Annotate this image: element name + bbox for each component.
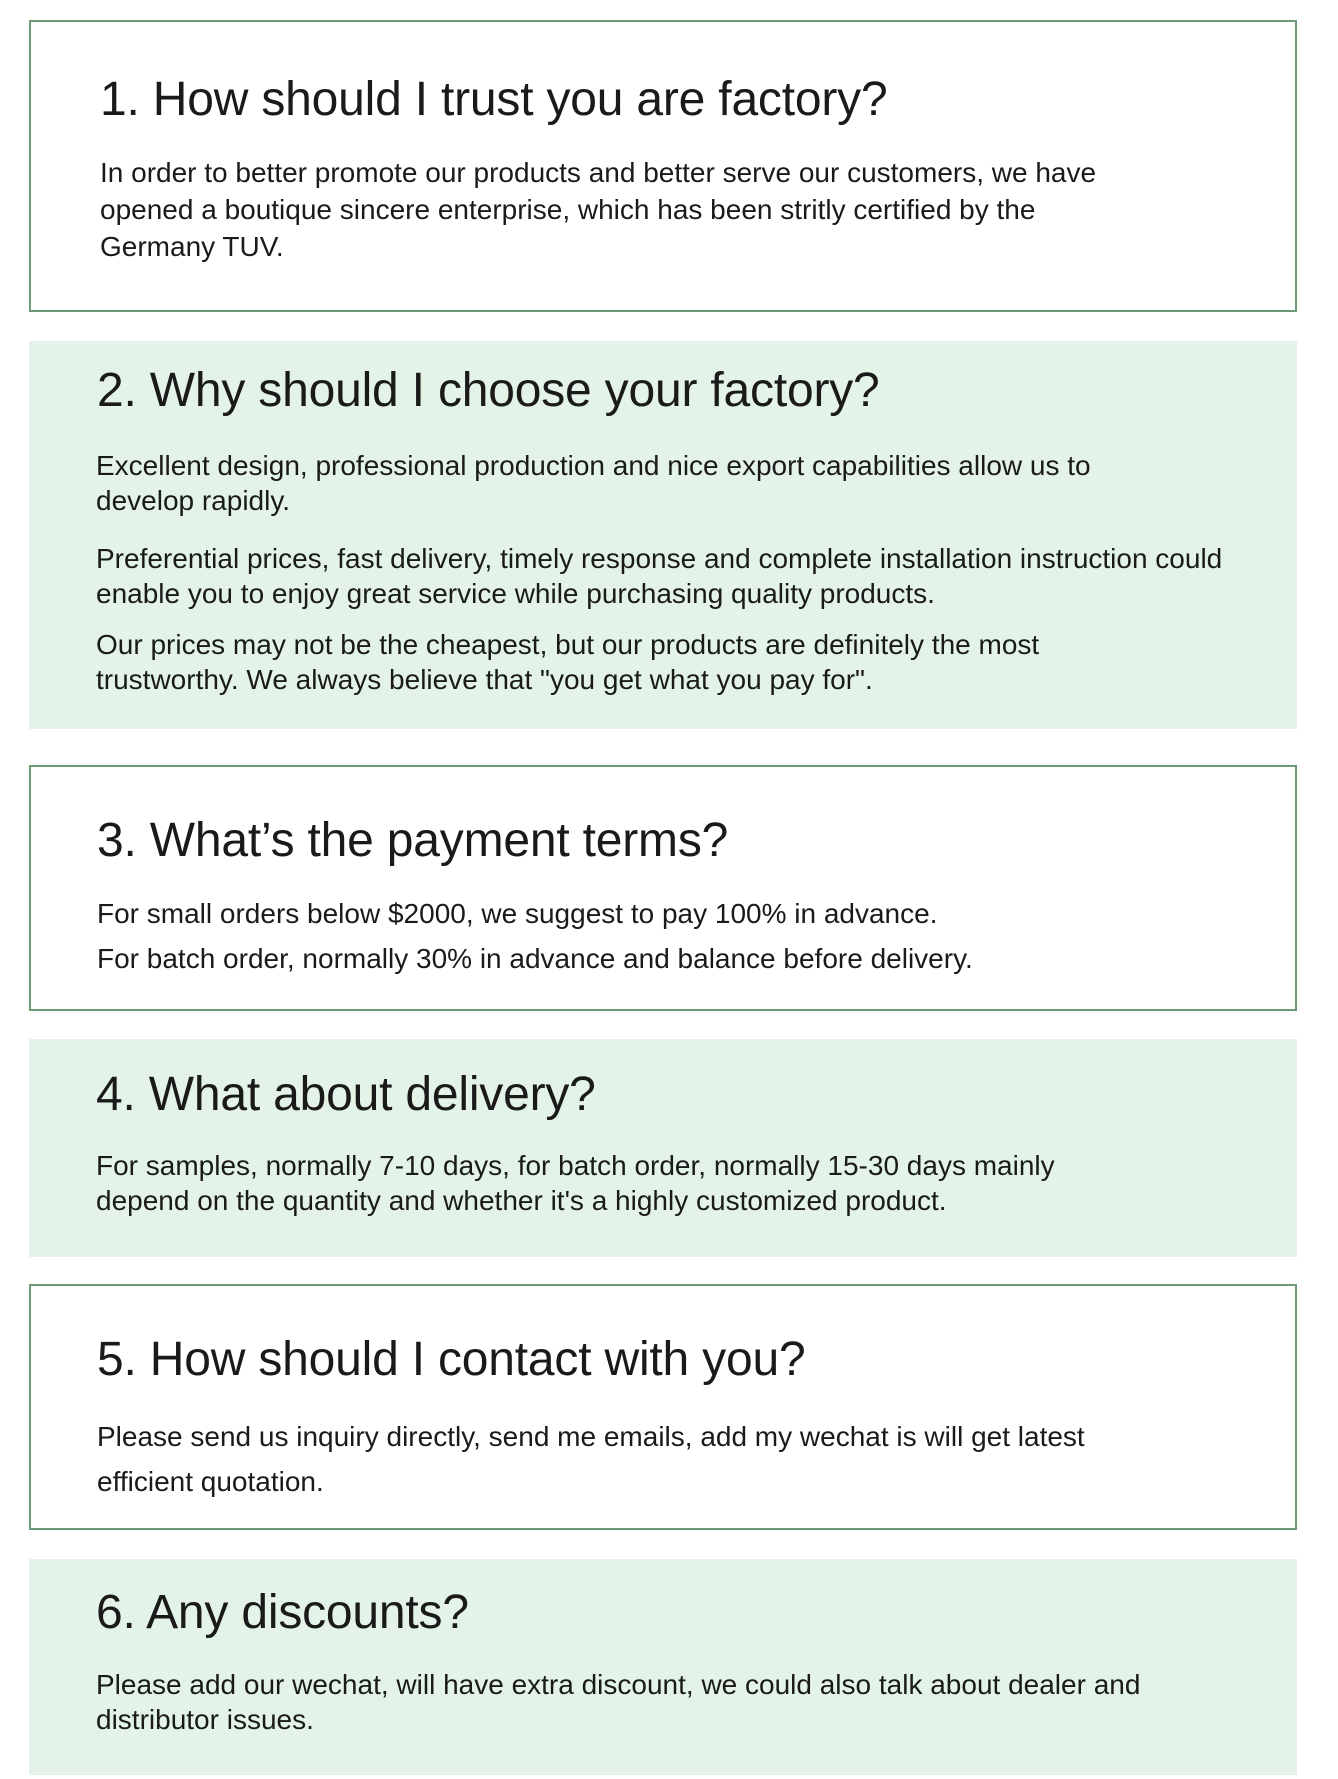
- faq-item-5: [29, 1284, 1297, 1530]
- faq-question-3: 3. What’s the payment terms?: [97, 814, 729, 867]
- faq-answer-6: Please add our wechat, will have extra discount, we could also talk about dealer and distributor issues.: [96, 1669, 1141, 1735]
- faq-item-3: [29, 765, 1297, 1011]
- faq-answer-2b: Preferential prices, fast delivery, timely response and complete installation instruction could enable you to enjoy great service while purchasing quality products.: [96, 543, 1223, 609]
- faq-question-4: 4. What about delivery?: [96, 1068, 596, 1121]
- faq-question-2: 2. Why should I choose your factory?: [97, 364, 880, 417]
- faq-item-6: [29, 1559, 1297, 1775]
- faq-question-1: 1. How should I trust you are factory?: [100, 73, 888, 126]
- faq-item-2: [29, 341, 1297, 729]
- faq-answer-2a: Excellent design, professional production and nice export capabilities allow us to develop rapidly.: [96, 450, 1091, 516]
- faq-answer-3b: For batch order, normally 30% in advance and balance before delivery.: [97, 943, 973, 974]
- faq-answer-1: In order to better promote our products and better serve our customers, we have opened a boutique sincere enterprise, which has been stritly certified by the Germany TUV.: [100, 157, 1097, 262]
- faq-answer-3a: For small orders below $2000, we suggest to pay 100% in advance.: [97, 898, 938, 929]
- faq-answer-4: For samples, normally 7-10 days, for batch order, normally 15-30 days mainly depend on the quantity and whether it's a highly customized product.: [96, 1150, 1055, 1216]
- faq-item-4: [29, 1039, 1297, 1257]
- faq-item-1: [29, 20, 1297, 312]
- faq-question-6: 6. Any discounts?: [96, 1586, 469, 1639]
- faq-answer-2c: Our prices may not be the cheapest, but our products are definitely the most trustworthy. We always believe that "you get what you pay for".: [96, 629, 1040, 695]
- faq-question-5: 5. How should I contact with you?: [97, 1333, 806, 1386]
- faq-answer-5: Please send us inquiry directly, send me emails, add my wechat is will get latest efficient quotation.: [97, 1421, 1085, 1497]
